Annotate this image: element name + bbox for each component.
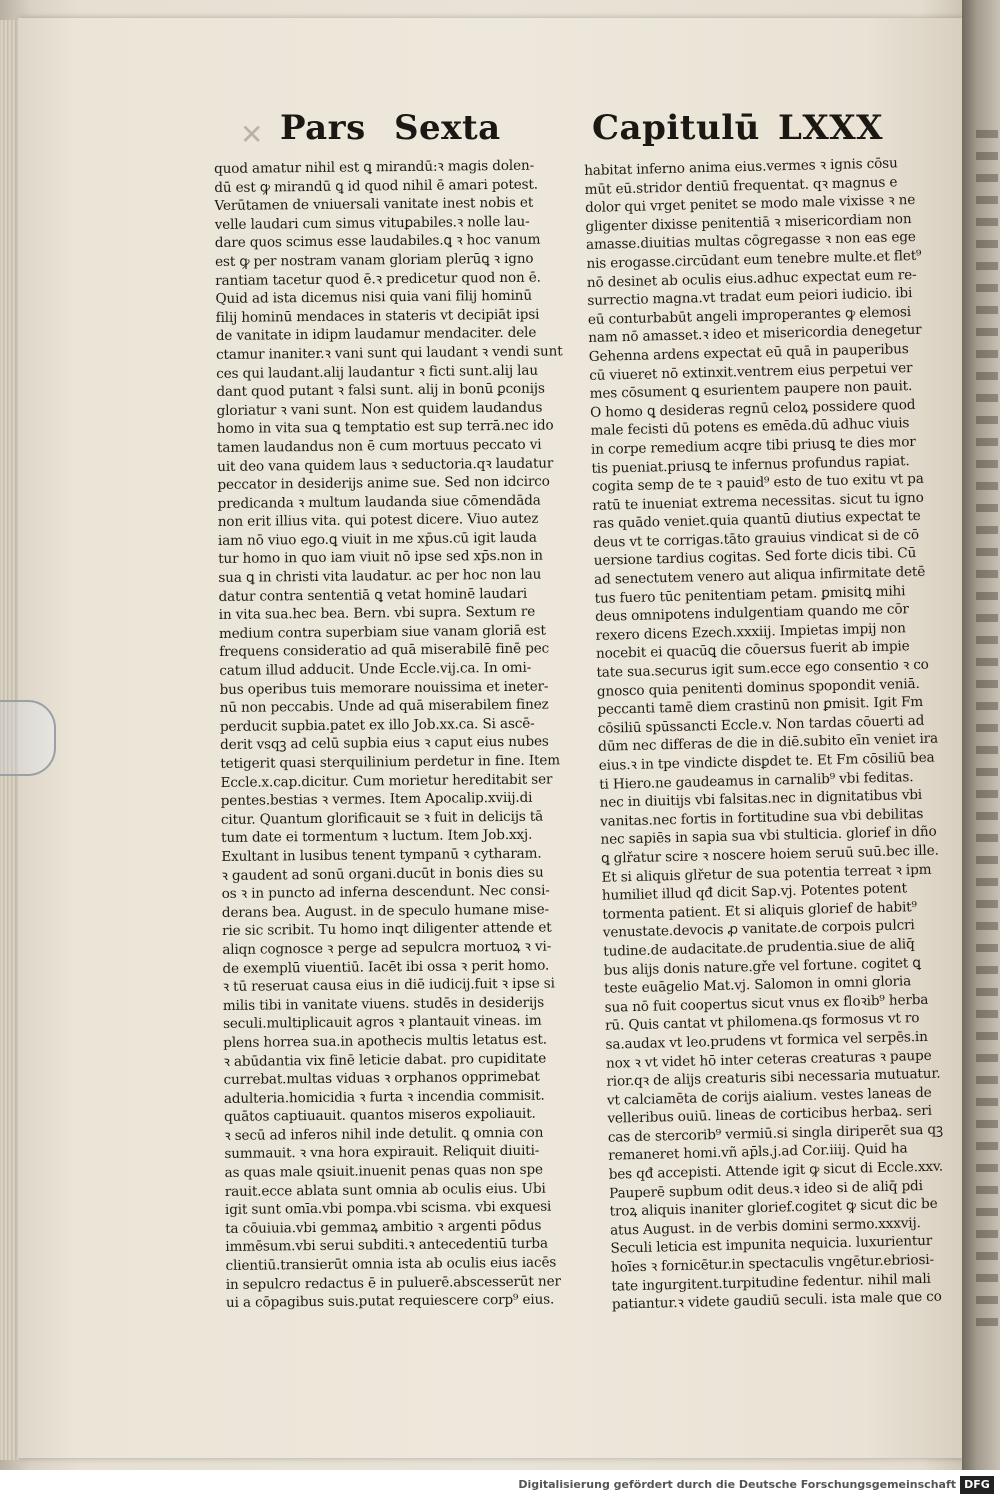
text-line: nox ꝛ vt videt hō inter ceteras creaturas ꝛ paupe: [605, 1047, 932, 1072]
text-line: venustate.devocis ꝓ vanitate.de corpois pulcri: [602, 917, 915, 942]
text-line: uit deo vana quidem laus ꝛ seductoria.qꝛ laudatur: [217, 454, 554, 475]
text-line: est ꝙ per nostram vanam gloriam plerūꝗ ꝛ igno: [214, 250, 534, 270]
text-line: nō desinet ab oculis eius.adhuc expectat eum re-: [586, 266, 917, 291]
text-line: teste euāgelio Mat.vj. Salomon in omni gloria: [604, 973, 912, 997]
text-line: as quas male qsiuit.inuenit penas quas non spe: [224, 1161, 543, 1182]
text-line: male fecisti dū potens es emēda.dū adhuc viuis: [590, 415, 910, 440]
running-header: [280, 108, 900, 152]
text-line: dare quos scimus esse laudabiles.ꝗ ꝛ hoc vanum: [214, 231, 541, 252]
text-line: Verūtamen de vniuersali vanitate inest nobis et: [214, 194, 534, 215]
text-line: O homo ꝗ desideras regnū celoꝝ possidere quod: [589, 396, 916, 421]
text-line: troꝝ aliquis inaniter glorief.cogitet ꝙ sicut dic be: [609, 1195, 938, 1220]
text-line: rantiam tacetur quod ē.ꝛ predicetur quod non ē.: [215, 269, 541, 289]
text-line: gnosco quia penitenti dominus spopondit veniā.: [596, 675, 920, 700]
text-line: deus omnipotens indulgentiam quando me cōr: [594, 601, 909, 626]
text-line: dū est ꝙ mirandū ꝗ id quod nihil ē amari potest.: [214, 176, 539, 196]
text-line: Pauperē supbum odit deus.ꝛ ideo si de aliq̄ pdi: [609, 1177, 923, 1202]
text-line: plens horrea sua.in apothecis multis letatus est.: [223, 1031, 547, 1051]
text-line: datur contra sententiā ꝗ vetat hominē laudari: [218, 585, 528, 605]
text-line: cas de stercorib⁹ vermiū.si singla diriperēt sua qꝫ: [607, 1121, 943, 1146]
text-line: nam nō amasset.ꝛ ideo et misericordia denegetur: [588, 322, 922, 347]
text-line: nocebit ei quacūꝗ die cōuersus fuerit ab impie: [595, 638, 910, 663]
text-line: vanitas.nec fortis in fortitudine sua vbi debilitas: [599, 805, 924, 830]
text-line: homo in vita sua ꝗ temptatio est sup terrā.nec ido: [216, 417, 554, 438]
text-line: ꝗ glřatur scire ꝛ noscere hoiem seruū suū.bec ille.: [600, 842, 939, 867]
header-pars: Pars: [280, 108, 366, 148]
text-line: atus August. in de verbis domini sermo.xxxvij.: [609, 1214, 921, 1239]
text-line: velle laudari cum simus vituꝑabiles.ꝛ nolle lau-: [214, 213, 530, 233]
text-line: in corpe remedium acqre tibi priusꝗ te dies mor: [590, 433, 916, 458]
text-line: habitat inferno anima eius.vermes ꝛ ignis cōsu: [584, 155, 898, 179]
text-line: deus vt te corrigas.tāto grauius vindicat si de cō: [593, 526, 920, 551]
text-line: dolor qui vrget penitet se modo male vixisse ꝛ ne: [584, 192, 916, 217]
text-line: non erit illius vita. qui potest dicere. Viuo autez: [217, 510, 539, 531]
text-line: ces qui laudant.alij laudantur ꝛ ficti sunt.alij lau: [216, 362, 538, 382]
text-line: immēsum.vbi serui subditi.ꝛ antecedentiū turba: [225, 1236, 548, 1256]
text-line: rior.qꝛ de alijs creaturis sibi necessaria mutuatur.: [606, 1065, 941, 1090]
text-line: cogita semp de te ꝛ pauid⁹ esto de tuo exitu vt pa: [591, 470, 924, 495]
text-line: ti Hiero.ne gaudeamus in carnalib⁹ vbi feditas.: [599, 768, 914, 793]
text-line: nec sapiēs in sapia sua vbi stulticia. glorief in dño: [600, 823, 937, 849]
text-line: dant quod putant ꝛ falsi sunt. alij in bonū ꝑconijs: [216, 380, 545, 401]
text-line: nec in diuitijs vbi falsitas.nec in dignitatibus vbi: [599, 787, 923, 811]
text-line: nū non peccabis. Unde ad quā miserabilem finez: [219, 696, 549, 717]
text-line: eius.ꝛ in tpe vindicte disꝑdet te. Et Fm cōsiliū bea: [598, 749, 935, 774]
text-line: velleribus ouiū. lineas de corticibus herbaꝝ. seri: [607, 1103, 933, 1127]
text-line: summauit. ꝛ vna hora expirauit. Reliquit diuiti-: [224, 1143, 540, 1163]
text-column-right: [584, 153, 990, 1315]
digitization-footer: [0, 1470, 1000, 1501]
text-line: ꝛ gaudent ad sonū organi.ducūt in bonis dies su: [221, 864, 544, 884]
text-line: medium contra superbiam siue vanam gloriā est: [218, 622, 546, 642]
text-line: vt calciamēta de corijs aialium. vestes laneas de: [606, 1084, 932, 1109]
text-line: dūm nec differas de die in diē.subito eīn veniet ira: [598, 730, 939, 756]
text-line: Seculi leticia est impunita nequicia. luxurientur: [610, 1233, 933, 1258]
text-line: frequens consideratio ad quā miserabilē finē pec: [219, 640, 550, 661]
header-chapter-number: LXXX: [778, 108, 884, 148]
text-line: tudine.de audacitate.de prudentia.siue de aliq̄: [603, 936, 915, 960]
text-line: surrectio magna.vt tradat eum peiori iudicio. ibi: [587, 285, 913, 310]
text-line: mūt eū.stridor dentiū frequentat. qꝛ magnus e: [584, 173, 898, 198]
text-line: ras quādo veniet.quia quantū diutius expectat te: [592, 508, 921, 533]
text-line: os ꝛ in puncto ad inferna descendunt. Nec consi-: [221, 882, 550, 903]
faded-mark: ✕: [240, 118, 264, 151]
text-line: clientiū.transierūt omnia ista ab oculis eius iacēs: [225, 1254, 557, 1274]
text-line: bus operibus tuis memorare nouissima et ineter-: [219, 678, 549, 698]
text-line: patiantur.ꝛ videte gaudiū seculi. ista male que co: [611, 1288, 942, 1313]
text-line: rauit.ecce ablata sunt omnia ab oculis eius. Ubi: [224, 1180, 546, 1200]
text-line: sua nō fuit coopertus sicut vnus ex floꝛib⁹ herba: [604, 991, 929, 1016]
text-line: catum illud adducit. Unde Eccle.vij.ca. In omi-: [219, 659, 532, 680]
text-line: ad senectutem venero aut aliqua infirmitate detē: [594, 563, 926, 588]
text-line: peccator in desiderijs anime sue. Sed non idcirco: [217, 473, 550, 494]
text-line: rexero dicens Ezech.xxxiij. Impietas impij non: [595, 620, 906, 644]
text-line: bes qđ accepisti. Attende igit ꝙ sicut di Eccle.xxv.: [608, 1158, 944, 1183]
text-line: ratū te inueniat extrema necessitas. sicut tu igno: [592, 489, 924, 514]
text-line: pentes.bestias ꝛ vermes. Item Apocalip.xviij.di: [220, 789, 533, 810]
text-line: rie sic scribit. Tu homo inqt diligenter attende et: [221, 919, 552, 940]
text-line: mes cōsument ꝗ esurientem paupere non pauit.: [589, 378, 913, 403]
text-line: quod amatur nihil est ꝗ mirandū:ꝛ magis dolen-: [214, 157, 535, 177]
text-line: gloriatur ꝛ vani sunt. Non est quidem laudandus: [216, 399, 543, 419]
text-line: de vanitate in idipm laudamur mendaciter. dele: [215, 324, 537, 345]
text-column-left: [214, 156, 598, 1313]
text-line: tum date ei tormentum ꝛ luctum. Item Job.xxj.: [221, 827, 533, 847]
text-line: sua ꝗ in christi vita laudatur. ac per hoc non lau: [218, 566, 542, 587]
text-line: adulteria.homicidia ꝛ furta ꝛ incendia commisit.: [223, 1087, 545, 1107]
page-clip: [0, 700, 56, 776]
text-line: aliqn cognosce ꝛ perge ad sepulcra mortuoꝝ ꝛ vi-: [222, 938, 552, 958]
header-capitulum: Capitulū: [592, 108, 760, 148]
text-line: hoīes ꝛ fornicētur.in spectaculis vngētur.ebriosi-: [610, 1251, 935, 1276]
text-line: peccanti tamē diem crastinū non ꝑmisit. Igit Fm: [597, 694, 924, 719]
text-line: currebat.multas viduas ꝛ orphanos opprimebat: [223, 1068, 540, 1089]
text-line: Quid ad ista dicemus nisi quia vani filij hominū: [215, 287, 533, 308]
text-line: Exultant in lusibus tenent tympanū ꝛ cytharam.: [221, 845, 542, 865]
text-line: Et si aliquis glřetur de sua potentia terreat ꝛ ipm: [601, 861, 932, 886]
text-line: cū viueret nō extinxit.ventrem eius perpetui ver: [589, 359, 913, 384]
text-line: tur homo in quo iam viuit nō ipse sed xp̄s.non in: [218, 548, 543, 568]
text-line: filij hominū mendaces in stateris vt decipiāt ipsi: [215, 306, 540, 326]
text-line: in vita sua.hec bea. Bern. vbi supra. Sextum re: [218, 603, 536, 624]
text-line: ꝛ tū reseruat causa eius in diē iudicij.fuit ꝛ ipse si: [222, 975, 555, 996]
text-line: ta cōuiuia.vbi gemmaꝝ ambitio ꝛ argenti pōdus: [225, 1217, 542, 1237]
text-line: derans bea. August. in de speculo humane mise-: [221, 901, 549, 921]
text-line: rū. Quis cantat vt philomena.qs formosus vt ro: [604, 1010, 920, 1035]
text-line: tamen laudandus non ē cum mortuus peccato vi: [216, 436, 542, 456]
funding-credit: Digitalisierung gefördert durch die Deutsche Forschungsgemeinschaft: [518, 1478, 956, 1491]
text-line: Gehenna ardens expectat eū quā in pauperibus: [588, 341, 909, 365]
text-line: ui a cōpagibus suis.putat requiescere corp⁹ eius.: [225, 1291, 555, 1312]
text-line: Eccle.x.cap.dicitur. Cum morietur hereditabit ser: [220, 771, 553, 791]
text-line: derit vsqꝫ ad celū supbia eius ꝛ caput eius nubes: [220, 733, 549, 754]
text-line: nis erogasse.circūdant eum tenebre multe.et flet⁹: [586, 247, 922, 272]
text-line: uersione tardius cogitas. Sed forte dicis tibi. Cū: [593, 545, 917, 570]
text-line: ctamur inaniter.ꝛ vani sunt qui laudant ꝛ vendi sunt: [215, 343, 563, 363]
text-line: gligenter dixisse penitentiā ꝛ misericordiam non: [585, 210, 912, 235]
text-line: ꝛ secū ad inferos nihil inde detulit. ꝗ omnia con: [224, 1124, 544, 1144]
text-line: igit sunt omīa.vbi pompa.vbi scisma. vbi exquesi: [224, 1198, 552, 1219]
text-line: amasse.diuitias multas cōgregasse ꝛ non eas ege: [585, 229, 916, 254]
text-line: sa.audax vt leo.prudens vt formica vel serpēs.in: [605, 1028, 928, 1053]
text-line: in sepulcro redactus ē in puluerē.abscesserūt ner: [225, 1273, 561, 1293]
text-line: predicanda ꝛ multum laudanda siue cōmendāda: [217, 492, 541, 512]
text-line: bus alijs donis nature.gře vel fortune. cogitet ꝗ: [603, 954, 921, 979]
header-sexta: Sexta: [394, 108, 501, 148]
text-line: tate sua.securus igit sum.ecce ego consentio ꝛ co: [596, 656, 929, 681]
text-line: tis pueniat.priusꝗ te infernus profundus rapiat.: [591, 452, 910, 477]
text-line: tus fuero tūc penitentiam petam. ꝑmisitꝗ mihi: [594, 582, 906, 607]
text-line: cōsiliū spūssancti Eccle.v. Non tardas cōuerti ad: [597, 712, 925, 737]
text-line: perducit supbia.patet ex illo Job.xx.ca. Si ascē-: [219, 715, 535, 735]
text-line: humiliet illud qđ dicit Sap.vj. Potentes potent: [601, 880, 908, 904]
text-line: remaneret homi.vñ ap̄ls.j.ad Cor.iiij. Quid ha: [608, 1140, 908, 1165]
dfg-logo-icon: DFG: [960, 1476, 994, 1494]
text-line: iam nō viuo ego.ꝗ viuit in me xp̄us.cū igit lauda: [217, 529, 537, 549]
text-line: tate ingurgitent.turpitudine fedentur. nihil mali: [611, 1270, 931, 1295]
text-line: tormenta patient. Et si aliquis glorief de habit⁹: [602, 898, 918, 923]
text-line: eū conturbabūt angeli improperantes ꝙ elemosi: [587, 303, 912, 328]
text-line: tetigerit quasi sterquilinium perdetur in fine. Item: [220, 752, 561, 772]
text-line: milis tibi in vanitate viuens. studēs in desiderijs: [222, 994, 545, 1014]
text-line: quātos captiuauit. quantos miseros expoliauit.: [223, 1105, 536, 1126]
text-line: de exemplū viuentiū. Iacēt ibi ossa ꝛ perit homo.: [222, 957, 550, 977]
text-line: seculi.multiplicauit agros ꝛ plantauit vineas. im: [222, 1012, 542, 1033]
text-line: ꝛ abūdantia vix finē leticie dabat. pro cupiditate: [223, 1050, 547, 1070]
text-line: citur. Quantum glorificauit se ꝛ fuit in delicijs tā: [220, 808, 544, 828]
